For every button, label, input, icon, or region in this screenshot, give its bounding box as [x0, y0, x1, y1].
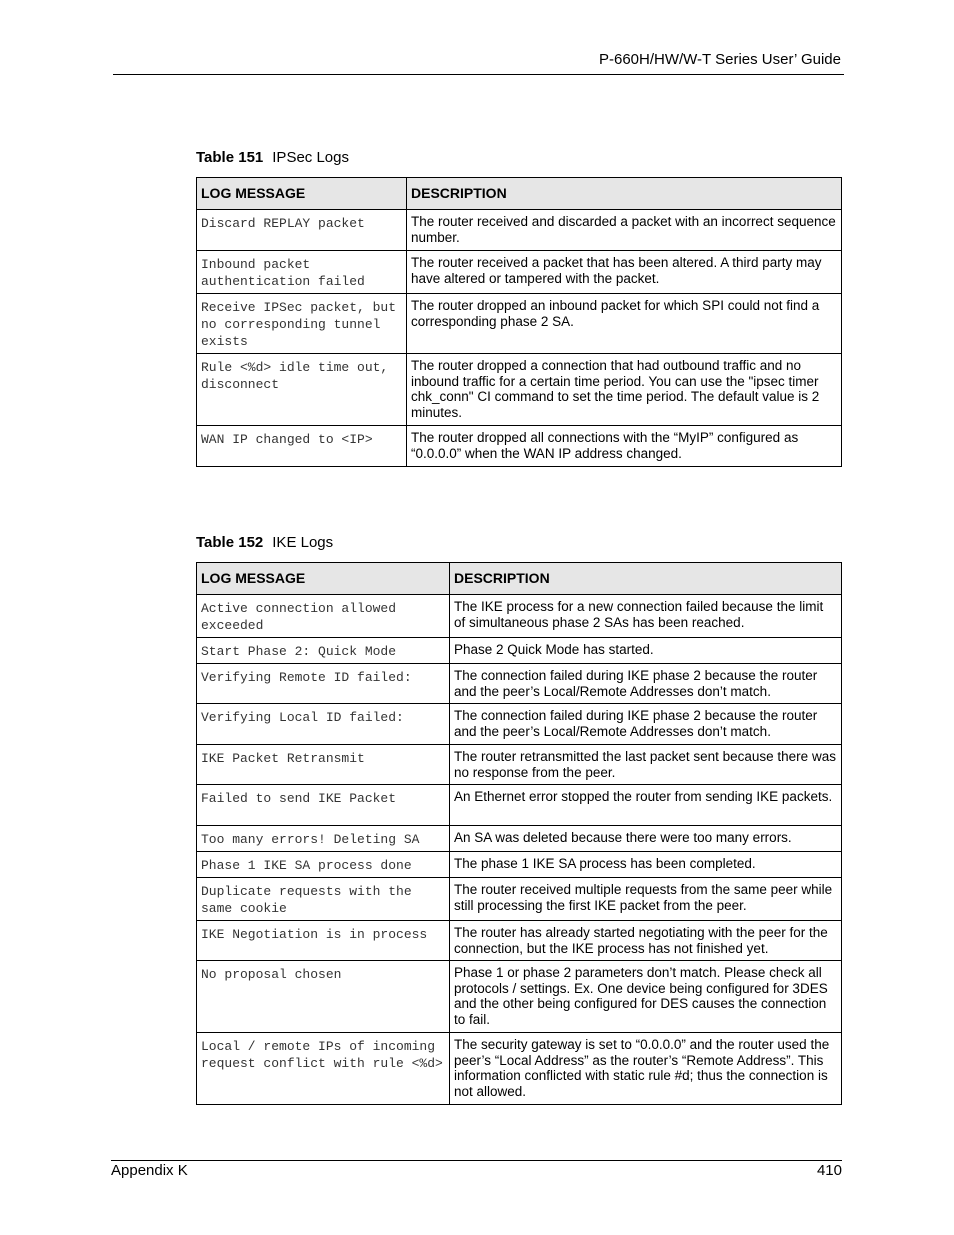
table-row — [197, 1033, 842, 1105]
log-message-cell: IKE Packet Retransmit — [197, 745, 450, 785]
table-row — [197, 704, 842, 745]
description-cell: The connection failed during IKE phase 2 because the router and the peer’s Local/Remote Addresses don’t match. — [450, 704, 842, 745]
ike-logs-table — [196, 562, 842, 1105]
header-rule — [113, 74, 844, 75]
table-151-title: IPSec Logs — [272, 149, 349, 166]
description-cell: The router dropped all connections with the “MyIP” configured as “0.0.0.0” when the WAN IP address changed. — [407, 426, 842, 467]
table-row — [197, 294, 842, 354]
table-row — [197, 852, 842, 878]
footer-rule — [111, 1160, 842, 1161]
log-message-cell: No proposal chosen — [197, 961, 450, 1033]
description-cell: The phase 1 IKE SA process has been completed. — [450, 852, 842, 878]
description-cell: The router received multiple requests from the same peer while still processing the first IKE packet from the peer. — [450, 878, 842, 921]
log-message-cell: IKE Negotiation is in process — [197, 921, 450, 961]
log-message-cell: Phase 1 IKE SA process done — [197, 852, 450, 878]
log-message-cell: Inbound packet authentication failed — [197, 251, 407, 294]
table-151-caption — [196, 149, 349, 166]
table-row — [197, 826, 842, 852]
description-cell: The connection failed during IKE phase 2 because the router and the peer’s Local/Remote Addresses don’t match. — [450, 664, 842, 704]
log-message-cell: Failed to send IKE Packet — [197, 785, 450, 826]
log-message-cell: Start Phase 2: Quick Mode — [197, 638, 450, 664]
log-message-cell: WAN IP changed to <IP> — [197, 426, 407, 467]
table-header-row — [197, 178, 842, 210]
description-cell: Phase 2 Quick Mode has started. — [450, 638, 842, 664]
description-cell: An SA was deleted because there were too many errors. — [450, 826, 842, 852]
ipsec-logs-table — [196, 177, 842, 467]
column-header-description: DESCRIPTION — [450, 563, 842, 595]
table-152-caption — [196, 534, 333, 551]
table-row — [197, 251, 842, 294]
table-row — [197, 595, 842, 638]
description-cell: The router retransmitted the last packet sent because there was no response from the peer. — [450, 745, 842, 785]
log-message-cell: Rule <%d> idle time out, disconnect — [197, 354, 407, 426]
column-header-log-message: LOG MESSAGE — [197, 563, 450, 595]
table-row — [197, 354, 842, 426]
footer-section: Appendix K — [111, 1162, 188, 1179]
log-message-cell: Active connection allowed exceeded — [197, 595, 450, 638]
description-cell: The router received and discarded a packet with an incorrect sequence number. — [407, 210, 842, 251]
table-row — [197, 745, 842, 785]
table-row — [197, 210, 842, 251]
column-header-description: DESCRIPTION — [407, 178, 842, 210]
description-cell: The router dropped a connection that had outbound traffic and no inbound traffic for a certain time period. You can use the "ipsec timer chk_conn" CI command to set the time period. The default value is 2 minutes. — [407, 354, 842, 426]
description-cell: An Ethernet error stopped the router from sending IKE packets. — [450, 785, 842, 826]
table-152-title: IKE Logs — [272, 534, 334, 551]
table-row — [197, 426, 842, 467]
table-header-row — [197, 563, 842, 595]
column-header-log-message: LOG MESSAGE — [197, 178, 407, 210]
table-row — [197, 961, 842, 1033]
log-message-cell: Duplicate requests with the same cookie — [197, 878, 450, 921]
table-row — [197, 785, 842, 826]
table-151-number: Table 151 — [196, 149, 264, 166]
log-message-cell: Discard REPLAY packet — [197, 210, 407, 251]
guide-title: P-660H/HW/W-T Series User’ Guide — [598, 51, 841, 68]
description-cell: Phase 1 or phase 2 parameters don’t match. Please check all protocols / settings. Ex. One device being configured for 3DES and the other being configured for DES causes the connection to fail. — [450, 961, 842, 1033]
log-message-cell: Verifying Remote ID failed: — [197, 664, 450, 704]
log-message-cell: Too many errors! Deleting SA — [197, 826, 450, 852]
log-message-cell: Verifying Local ID failed: — [197, 704, 450, 745]
description-cell: The router dropped an inbound packet for which SPI could not find a corresponding phase 2 SA. — [407, 294, 842, 354]
description-cell: The router has already started negotiating with the peer for the connection, but the IKE process has not finished yet. — [450, 921, 842, 961]
description-cell: The router received a packet that has been altered. A third party may have altered or tampered with the packet. — [407, 251, 842, 294]
table-152-number: Table 152 — [196, 534, 264, 551]
table-row — [197, 921, 842, 961]
log-message-cell: Receive IPSec packet, but no corresponding tunnel exists — [197, 294, 407, 354]
log-message-cell: Local / remote IPs of incoming request conflict with rule <%d> — [197, 1033, 450, 1105]
table-row — [197, 638, 842, 664]
table-row — [197, 878, 842, 921]
page-number: 410 — [816, 1162, 842, 1179]
description-cell: The IKE process for a new connection failed because the limit of simultaneous phase 2 SAs has been reached. — [450, 595, 842, 638]
description-cell: The security gateway is set to “0.0.0.0” and the router used the peer’s “Local Address” as the router’s “Remote Address”. This information conflicted with static rule #d; thus the connection is not allowed. — [450, 1033, 842, 1105]
table-row — [197, 664, 842, 704]
